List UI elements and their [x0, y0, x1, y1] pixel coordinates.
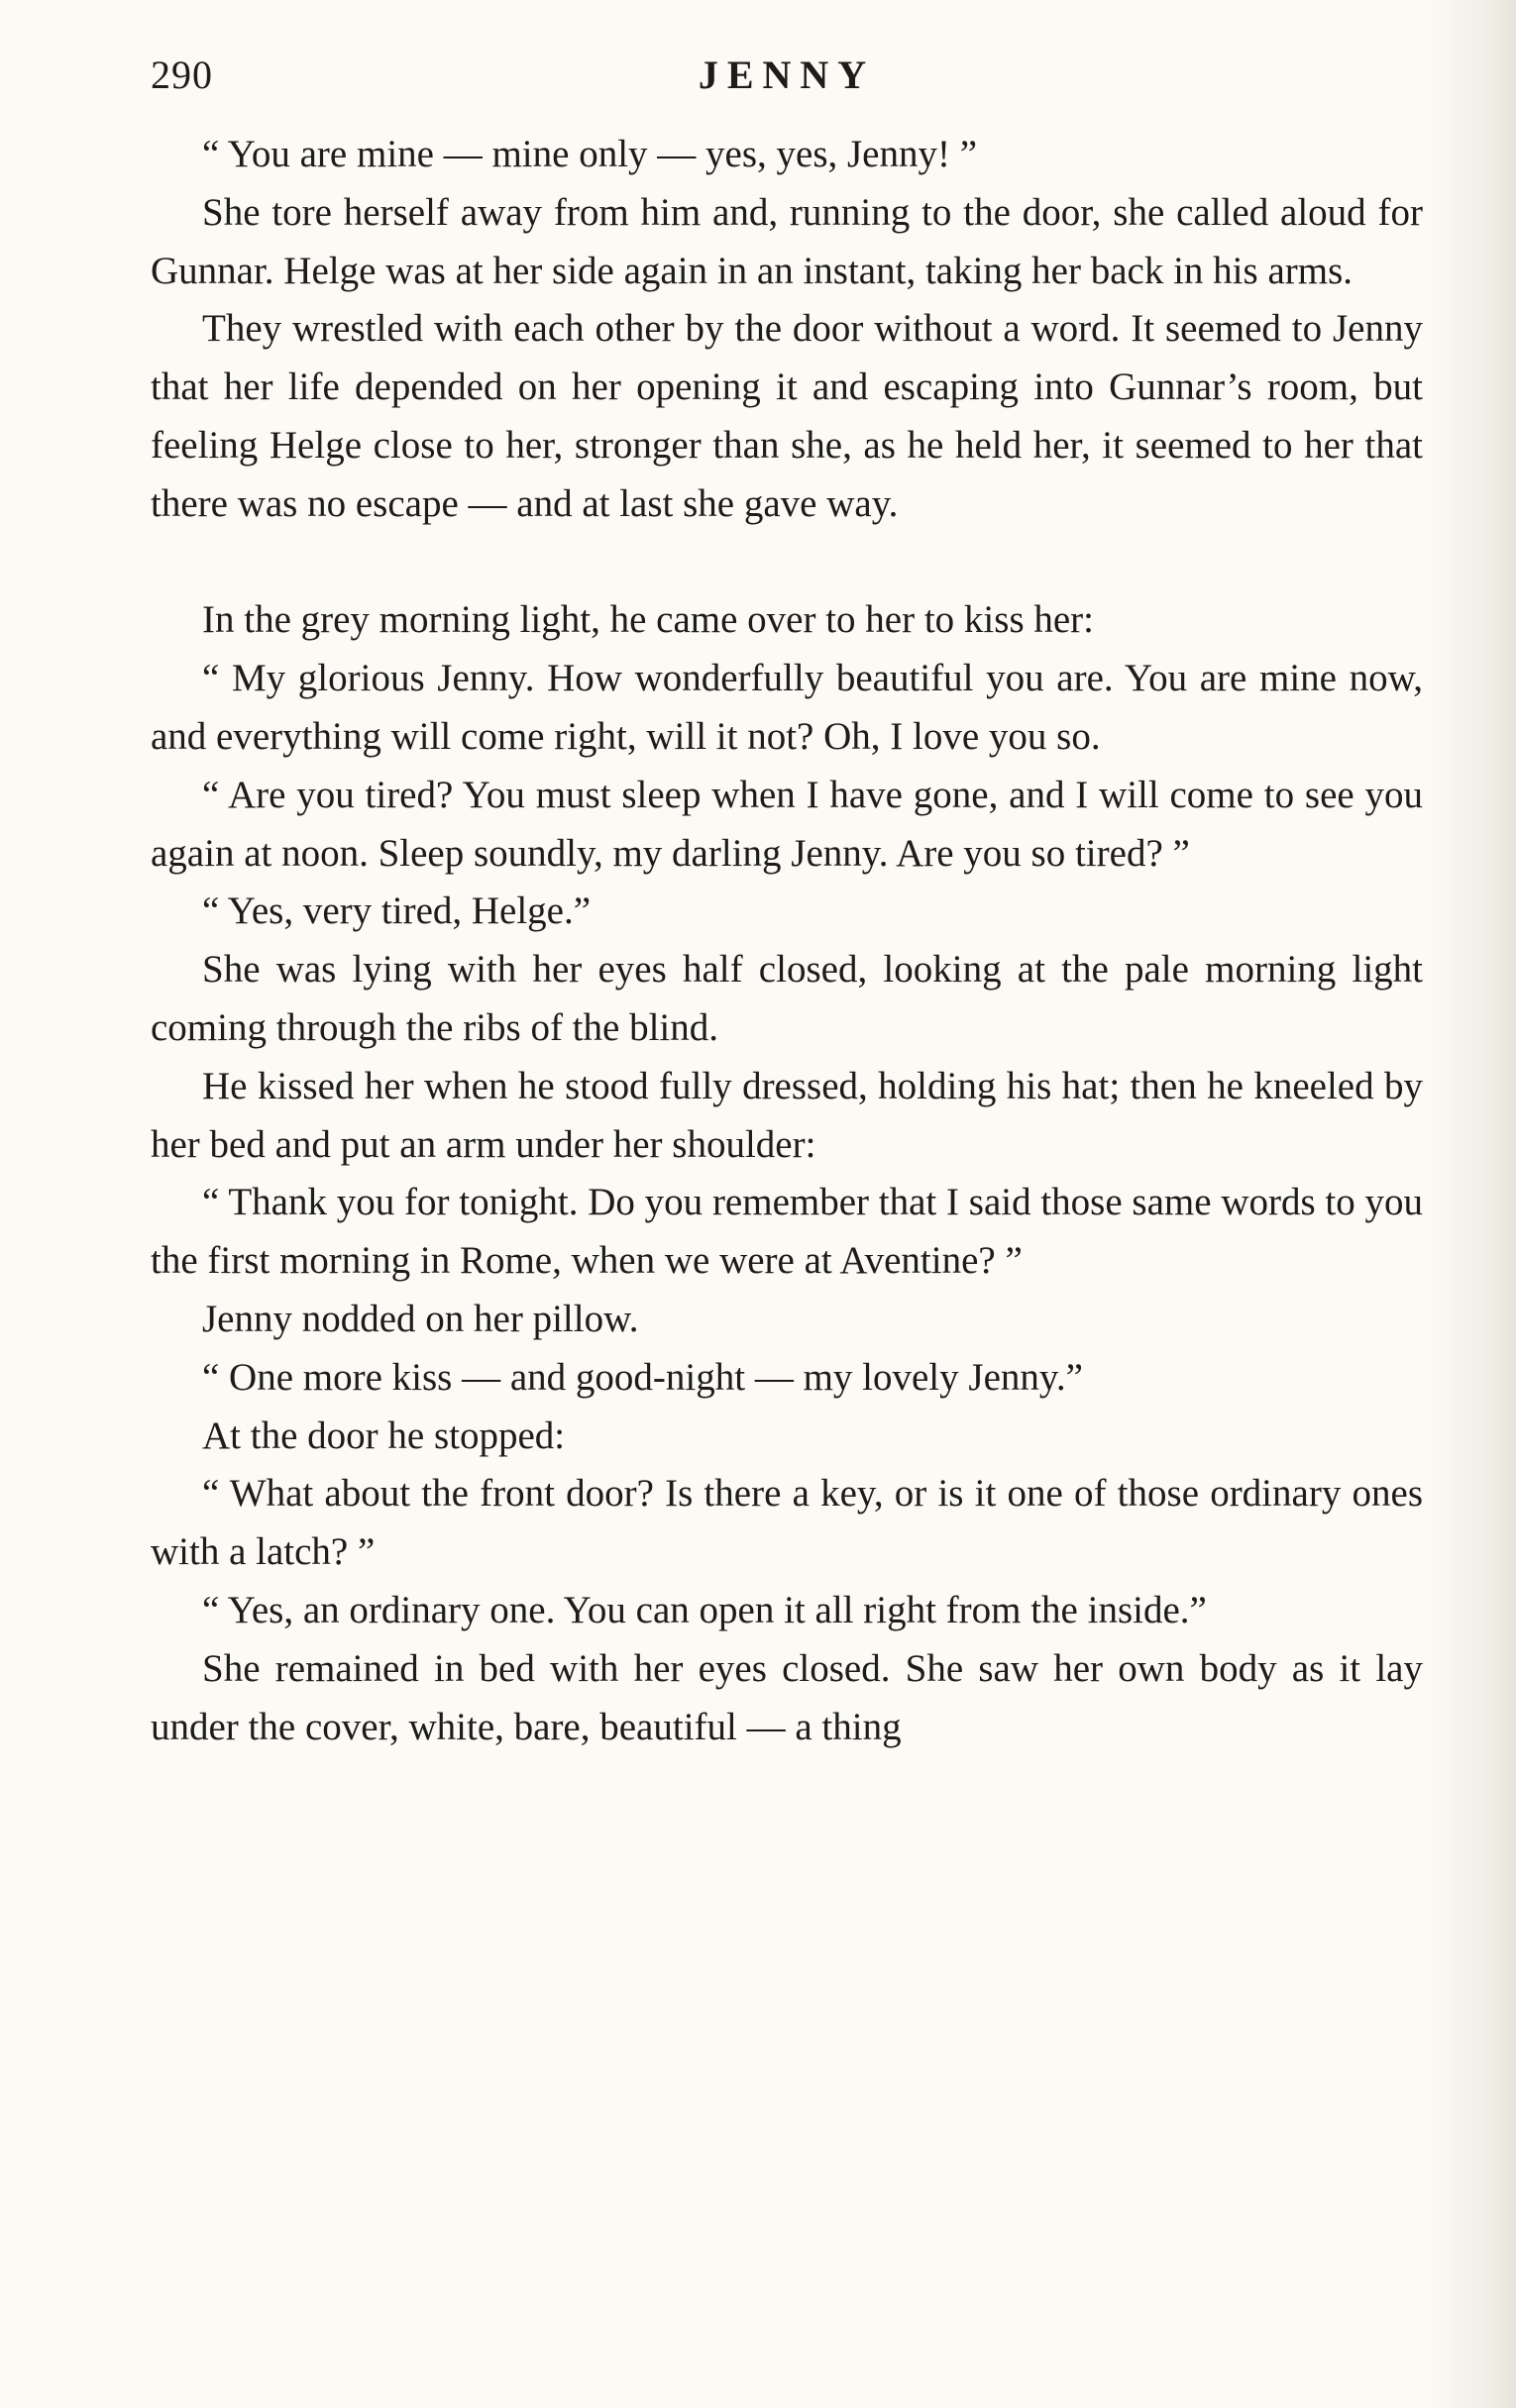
paragraph: “ Yes, an ordinary one. You can open it all right from the inside.”: [202, 1588, 1207, 1631]
paragraph: “ Thank you for tonight. Do you remember that I said those same words to you the first morning in Rome, when we were at Aventine? ”: [151, 1181, 1423, 1283]
paragraph: They wrestled with each other by the door without a word. It seemed to Jenny that her life depended on her opening it and escaping into Gunnar’s room, but feeling Helge close to her, stronger than she, as he held her, it seemed to her that there was no escape — and at last she gave way.: [151, 307, 1423, 525]
paragraph: He kissed her when he stood fully dressed, holding his hat; then he kneeled by her bed and put an arm under her shoulder:: [151, 1064, 1423, 1166]
paragraph: She was lying with her eyes half closed, looking at the pale morning light coming through the ribs of the blind.: [151, 948, 1423, 1049]
paragraph: “ My glorious Jenny. How wonderfully beautiful you are. You are mine now, and everything will come right, will it not? Oh, I love you so.: [151, 657, 1423, 758]
paragraph: In the grey morning light, he came over to her to kiss her:: [202, 598, 1095, 642]
paragraph: “ What about the front door? Is there a key, or is it one of those ordinary ones with a latch? ”: [151, 1472, 1423, 1574]
page-number: 290: [151, 52, 213, 97]
paragraph: She remained in bed with her eyes closed. She saw her own body as it lay under the cover, white, bare, beautiful — a thing: [151, 1646, 1423, 1748]
page-header: [151, 46, 1423, 111]
paragraph: Jenny nodded on her pillow.: [202, 1297, 639, 1340]
paragraph: “ One more kiss — and good-night — my lovely Jenny.”: [202, 1355, 1083, 1399]
section-break: [151, 534, 1423, 592]
paragraph: “ Yes, very tired, Helge.”: [202, 890, 592, 933]
paragraph: She tore herself away from him and, running to the door, she called aloud for Gunnar. Helge was at her side again in an instant, taking her back in his arms.: [151, 190, 1423, 292]
paragraph: “ You are mine — mine only — yes, yes, Jenny! ”: [202, 133, 978, 175]
paragraph: “ Are you tired? You must sleep when I have gone, and I will come to see you again at noon. Sleep soundly, my darling Jenny. Are you so tired? ”: [151, 773, 1423, 875]
body-text: [151, 126, 1423, 1756]
paragraph: At the door he stopped:: [202, 1413, 566, 1457]
running-head: JENNY: [698, 52, 876, 97]
